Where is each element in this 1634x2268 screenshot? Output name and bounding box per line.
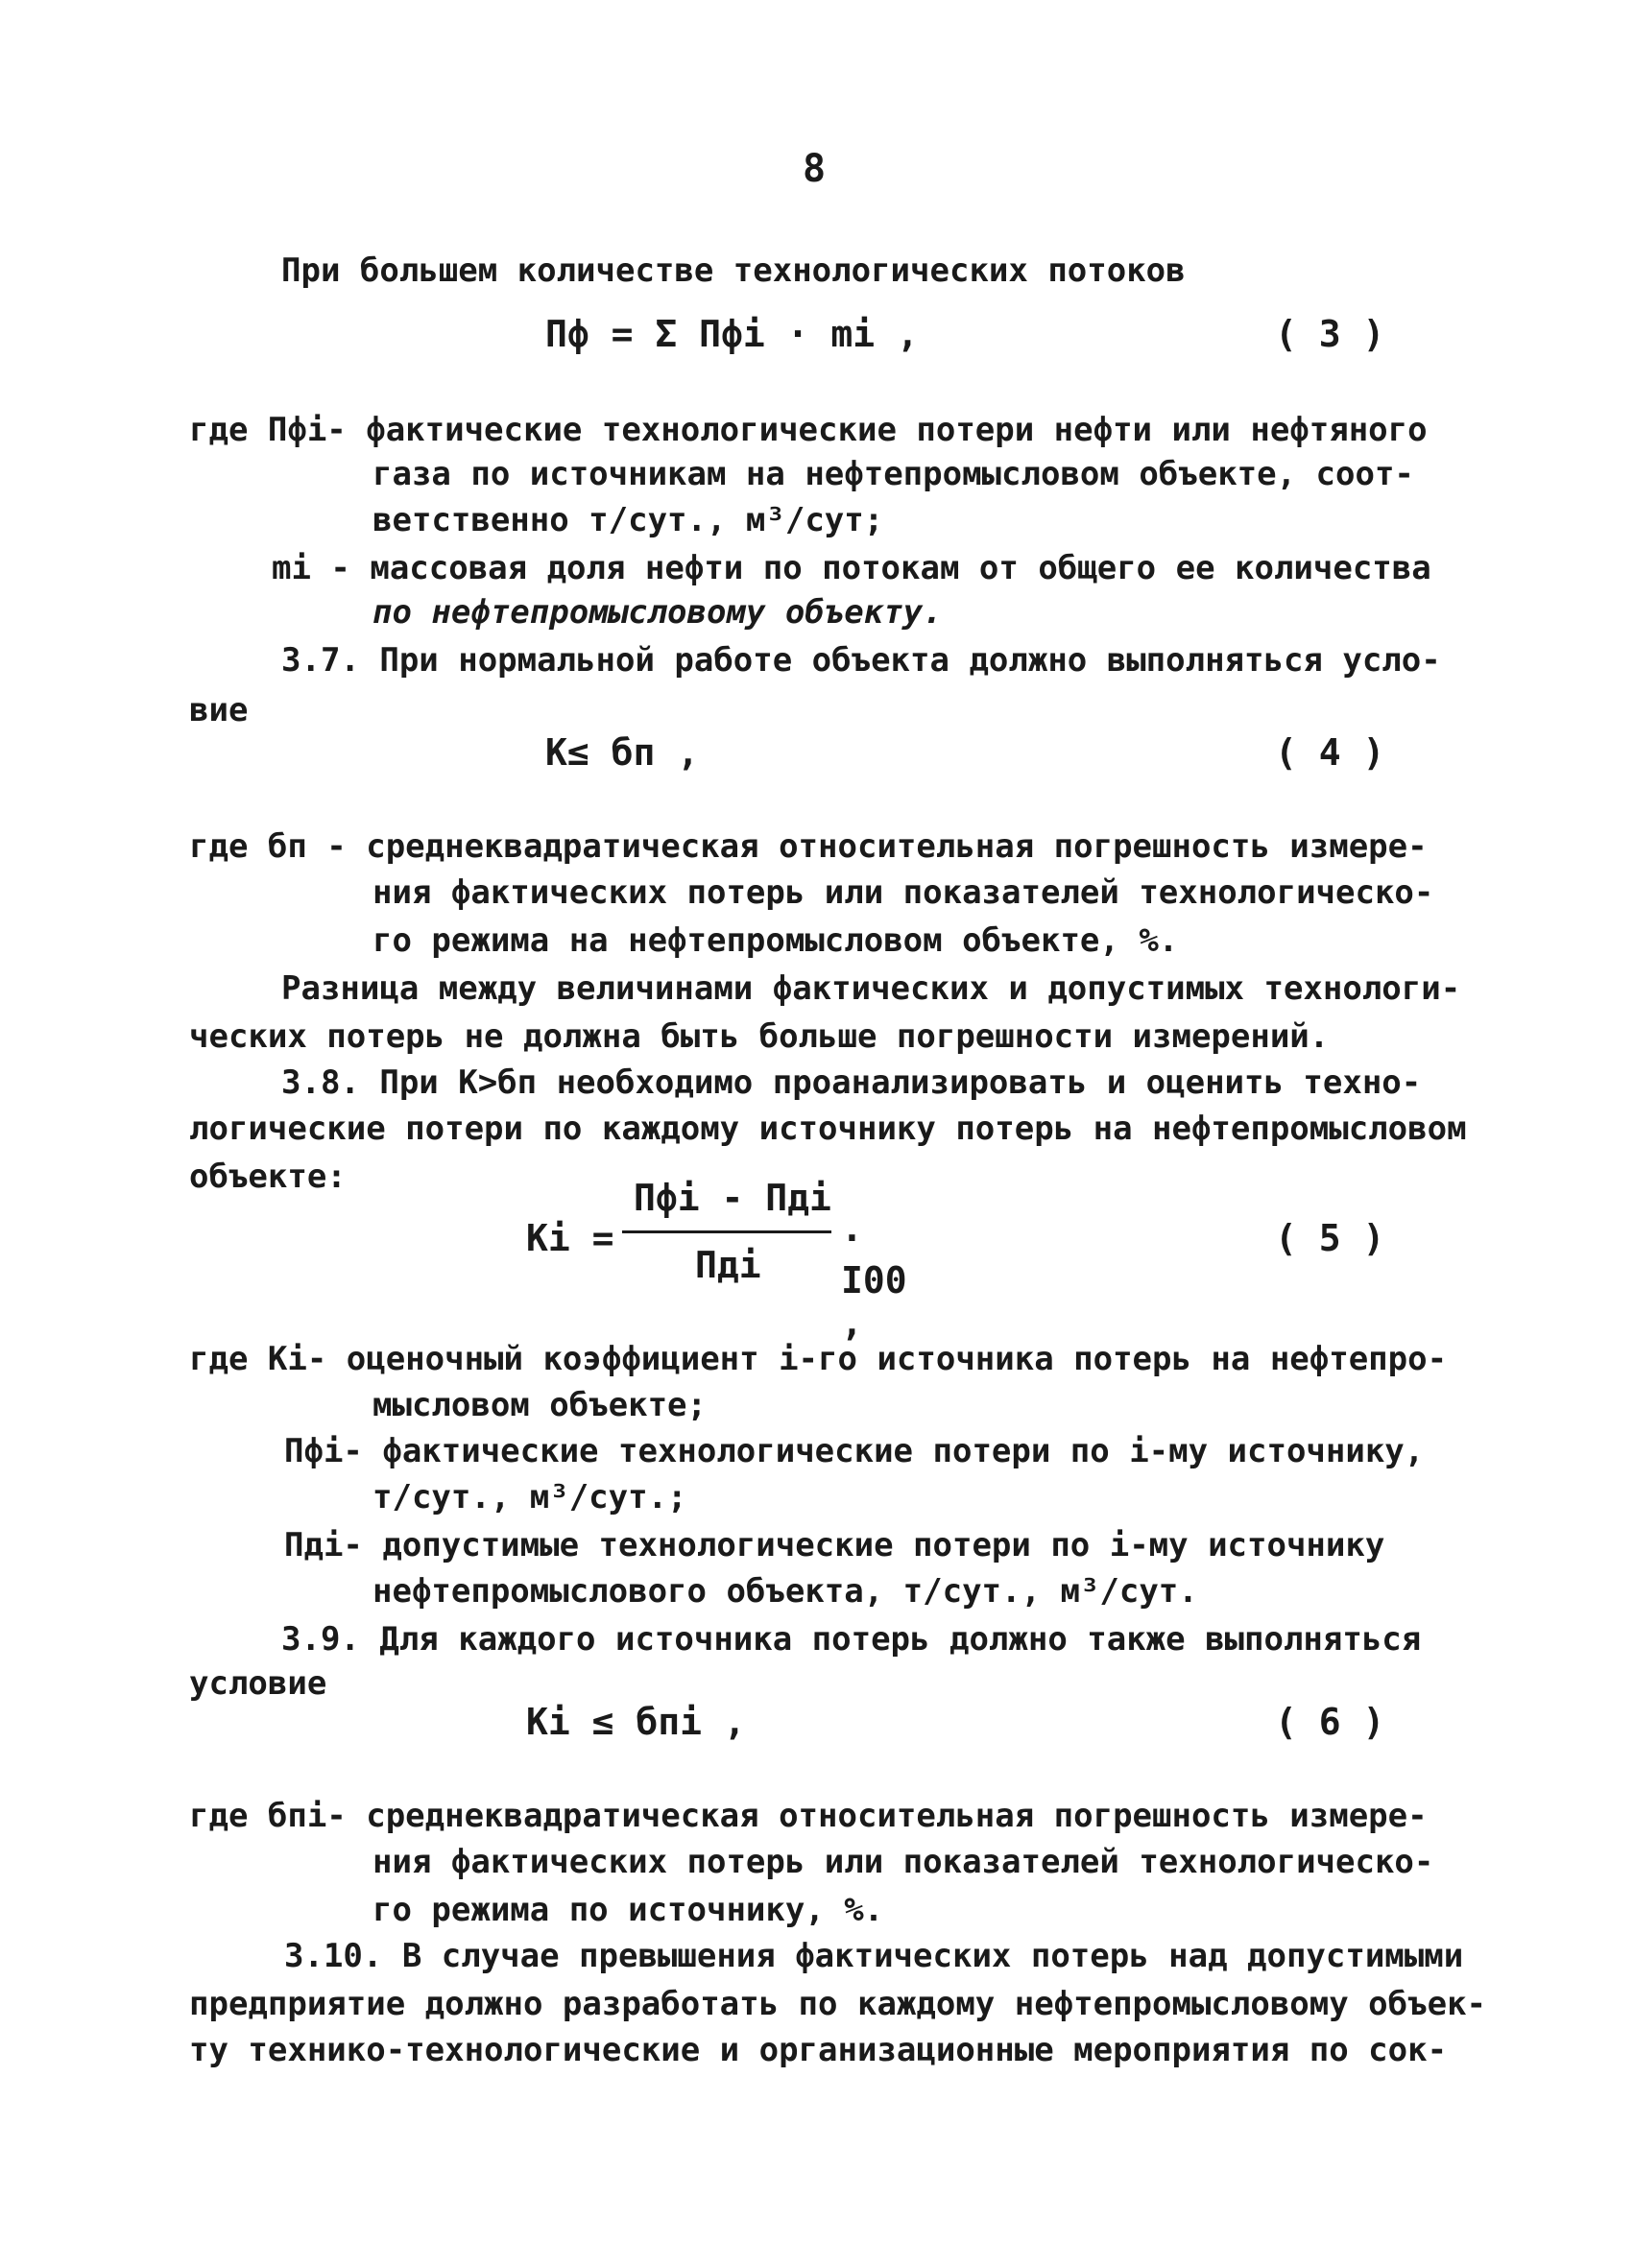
- text-line-21: Пдi- допустимые технологические потери по i-му источнику: [284, 1526, 1385, 1564]
- text-line-26: ния фактических потерь или показателей технологическо-: [372, 1843, 1434, 1881]
- text-line-1: При большем количестве технологических потоков: [281, 251, 1186, 290]
- equation-5-rhs: · I00 ,: [841, 1217, 907, 1344]
- text-line-11: го режима на нефтепромысловом объекте, %.: [372, 921, 1179, 960]
- text-line-8: вие: [189, 691, 249, 729]
- text-line-24: условие: [189, 1664, 327, 1703]
- text-line-7: 3.7. При нормальной работе объекта должно выполняться усло-: [281, 641, 1441, 680]
- text-line-13: ческих потерь не должна быть больше погрешности измерений.: [189, 1017, 1330, 1056]
- text-line-22: нефтепромыслового объекта, т/сут., м³/сут.: [372, 1572, 1198, 1611]
- equation-3-number: ( 3 ): [1275, 313, 1385, 355]
- equation-4: К≤ бп ,: [545, 731, 700, 774]
- equation-5: [526, 1177, 929, 1344]
- text-line-10: ния фактических потерь или показателей технологическо-: [372, 873, 1434, 912]
- text-line-29: предприятие должно разработать по каждому нефтепромысловому объек-: [189, 1985, 1487, 2023]
- text-line-3: газа по источникам на нефтепромысловом объекте, соот-: [372, 455, 1414, 493]
- fraction-bar: [622, 1230, 831, 1233]
- text-line-25: где бпi- среднеквадратическая относительная погрешность измере-: [189, 1797, 1428, 1835]
- text-line-6: по нефтепромысловому объекту.: [372, 593, 943, 632]
- text-line-17: где Кi- оценочный коэффициент i-го источника потерь на нефтепро-: [189, 1340, 1448, 1378]
- text-line-18: мысловом объекте;: [372, 1386, 707, 1424]
- equation-5-numerator: Пфi - Пдi: [634, 1177, 831, 1219]
- equation-5-number: ( 5 ): [1275, 1217, 1385, 1259]
- page-number: 8: [803, 147, 827, 191]
- text-line-16: объекте:: [189, 1158, 347, 1196]
- equation-5-lhs: Кi =: [526, 1217, 614, 1259]
- equation-3: Пф = Σ Пфi · mi ,: [545, 313, 919, 355]
- text-line-19: Пфi- фактические технологические потери по i-му источнику,: [284, 1432, 1425, 1470]
- text-line-2: где Пфi- фактические технологические потери нефти или нефтяного: [189, 411, 1428, 449]
- text-line-28: 3.10. В случае превышения фактических потерь над допустимыми: [284, 1937, 1464, 1975]
- equation-6-number: ( 6 ): [1275, 1701, 1385, 1743]
- text-line-4: ветственно т/сут., м³/сут;: [372, 501, 884, 539]
- text-line-23: 3.9. Для каждого источника потерь должно также выполняться: [281, 1620, 1422, 1659]
- text-line-27: го режима по источнику, %.: [372, 1891, 884, 1929]
- text-line-12: Разница между величинами фактических и допустимых технологи-: [281, 969, 1461, 1008]
- text-line-5: mi - массовая доля нефти по потокам от общего ее количества: [272, 549, 1431, 587]
- text-line-20: т/сут., м³/сут.;: [372, 1478, 687, 1516]
- equation-5-denominator: Пдi: [695, 1244, 761, 1286]
- equation-6: Кi ≤ бпi ,: [526, 1701, 746, 1743]
- text-line-15: логические потери по каждому источнику потерь на нефтепромысловом: [189, 1110, 1467, 1148]
- text-line-9: где бп - среднеквадратическая относительная погрешность измере-: [189, 827, 1428, 866]
- text-line-30: ту технико-технологические и организационные мероприятия по сок-: [189, 2031, 1448, 2069]
- text-line-14: 3.8. При К>бп необходимо проанализировать и оценить техно-: [281, 1063, 1422, 1102]
- equation-4-number: ( 4 ): [1275, 731, 1385, 774]
